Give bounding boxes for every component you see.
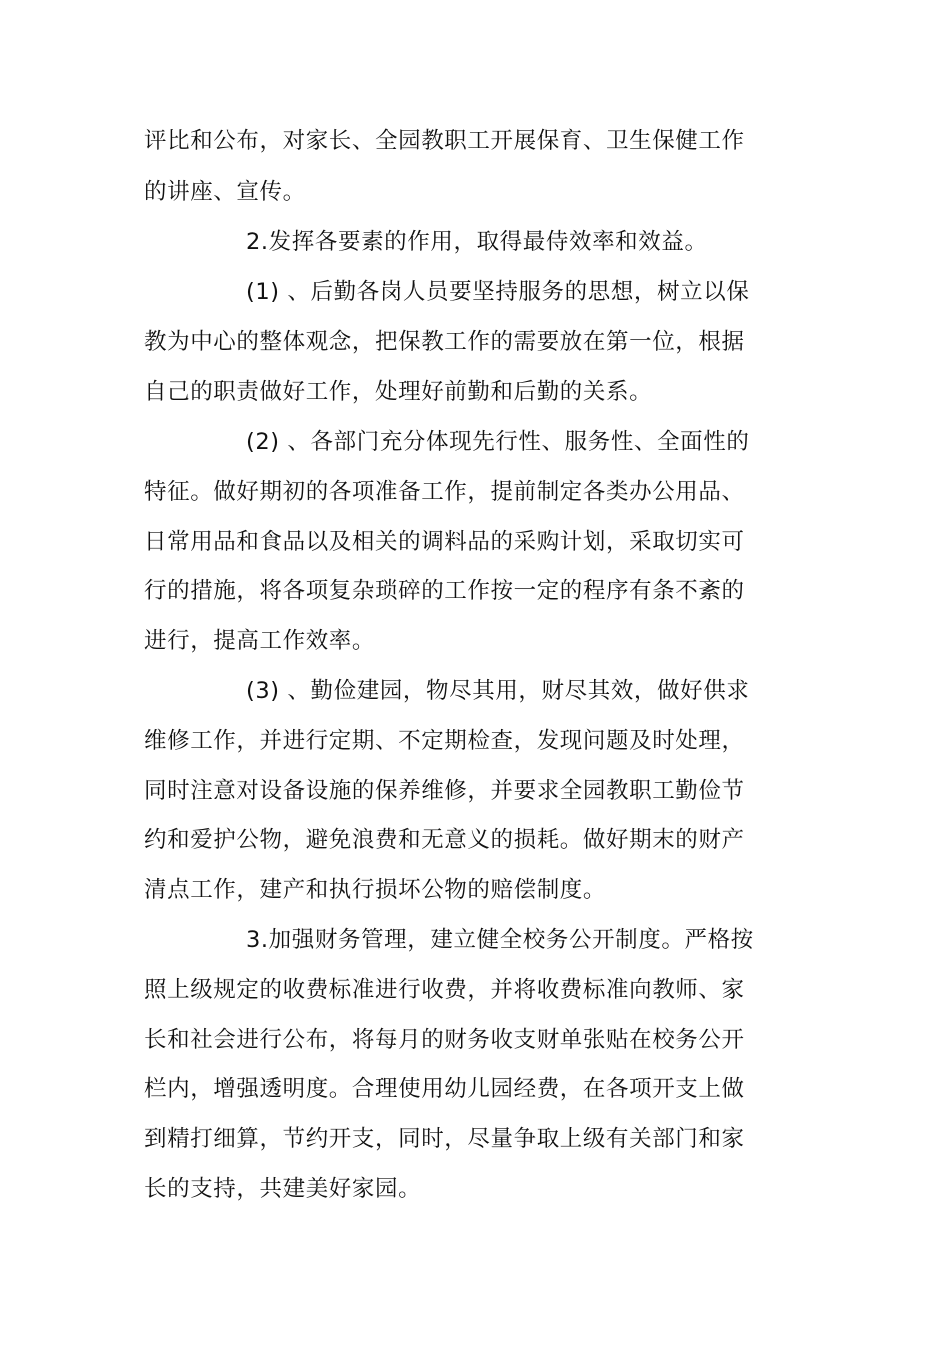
- text-line: 到精打细算，节约开支，同时，尽量争取上级有关部门和家: [144, 1126, 745, 1152]
- item-heading-2: (2) 、各部门充分体现先行性、服务性、全面性的: [246, 429, 750, 455]
- text-line: 的讲座、宣传。: [144, 179, 306, 205]
- item-heading-3: (3) 、勤俭建园，物尽其用，财尽其效，做好供求: [246, 678, 750, 704]
- item-heading-1: (1) 、后勤各岗人员要坚持服务的思想，树立以保: [246, 279, 750, 305]
- text-line: 栏内，增强透明度。合理使用幼儿园经费，在各项开支上做: [144, 1076, 745, 1102]
- text-line: 维修工作，并进行定期、不定期检查，发现问题及时处理，: [144, 728, 745, 754]
- text-line: 长和社会进行公布，将每月的财务收支财单张贴在校务公开: [144, 1027, 745, 1053]
- section-heading-2: 2.发挥各要素的作用，取得最侍效率和效益。: [246, 229, 708, 255]
- text-line: 进行，提高工作效率。: [144, 628, 376, 654]
- text-line: 同时注意对设备设施的保养维修，并要求全园教职工勤俭节: [144, 778, 745, 804]
- text-line: 照上级规定的收费标准进行收费，并将收费标准向教师、家: [144, 977, 745, 1003]
- text-line: 长的支持，共建美好家园。: [144, 1176, 422, 1202]
- text-line: 行的措施，将各项复杂琐碎的工作按一定的程序有条不紊的: [144, 578, 745, 604]
- text-line: 约和爱护公物，避免浪费和无意义的损耗。做好期末的财产: [144, 827, 745, 853]
- text-line: 教为中心的整体观念，把保教工作的需要放在第一位，根据: [144, 329, 745, 355]
- text-line: 自己的职责做好工作，处理好前勤和后勤的关系。: [144, 379, 653, 405]
- section-heading-3: 3.加强财务管理，建立健全校务公开制度。严格按: [246, 927, 754, 953]
- text-line: 日常用品和食品以及相关的调料品的采购计划，采取切实可: [144, 529, 745, 555]
- text-line: 评比和公布，对家长、全园教职工开展保育、卫生保健工作: [144, 128, 745, 154]
- text-line: 清点工作，建产和执行损坏公物的赔偿制度。: [144, 877, 607, 903]
- text-line: 特征。做好期初的各项准备工作，提前制定各类办公用品、: [144, 479, 745, 505]
